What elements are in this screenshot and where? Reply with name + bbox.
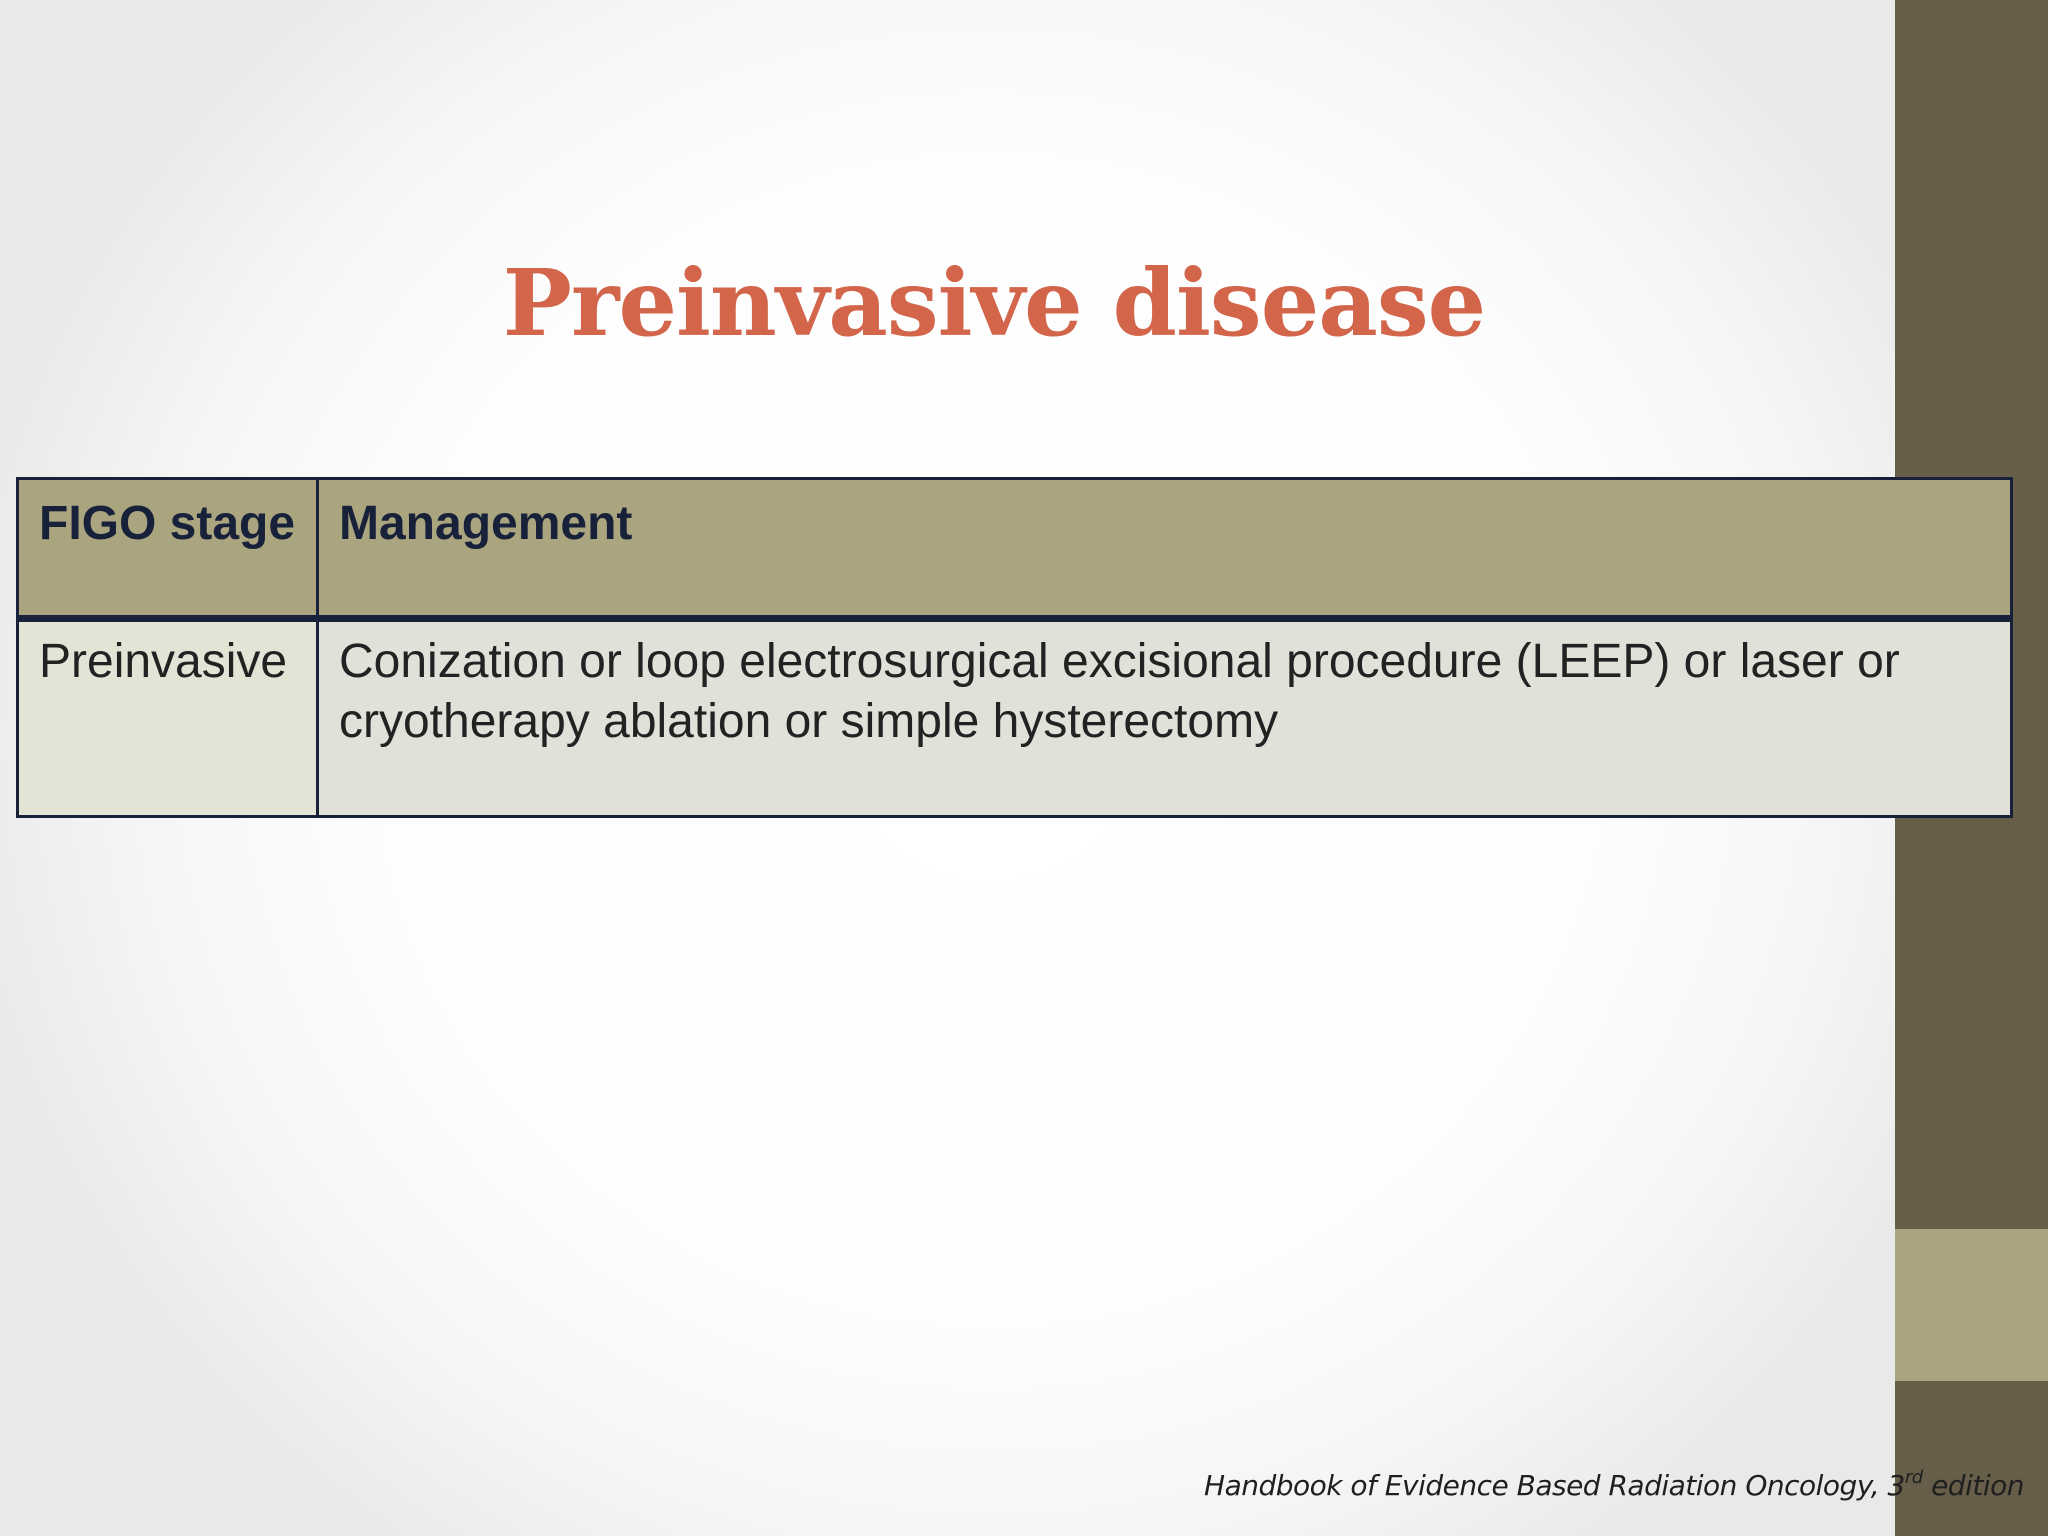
management-table (16, 477, 2013, 818)
table-row (18, 619, 2012, 817)
figo-stage-header: FIGO stage (18, 479, 318, 619)
citation-text: Handbook of Evidence Based Radiation Oncology, 3 (1204, 1469, 1905, 1502)
stage-cell: Preinvasive (18, 619, 318, 817)
management-header: Management (318, 479, 2012, 619)
slide-title: Preinvasive disease (502, 249, 1486, 357)
side-accent-block (1895, 1229, 2048, 1381)
management-cell: Conization or loop electrosurgical excisional procedure (LEEP) or laser or cryotherapy ablation or simple hysterectomy (318, 619, 2012, 817)
citation (1204, 1466, 2024, 1506)
citation-superscript: rd (1904, 1467, 1923, 1488)
table-header-row (18, 479, 2012, 619)
citation-suffix: edition (1922, 1469, 2024, 1502)
